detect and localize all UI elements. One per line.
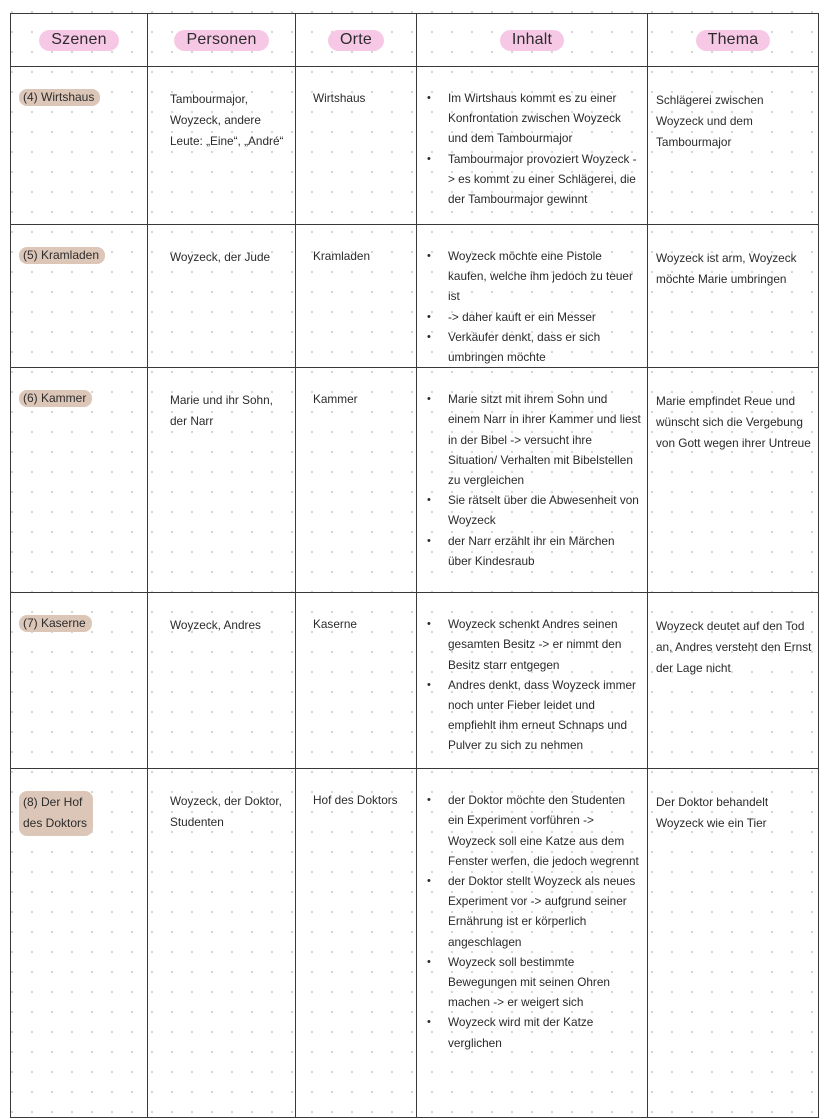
- header-inhalt: [417, 14, 648, 67]
- theme-cell: [648, 769, 819, 1118]
- header-szenen: [11, 14, 148, 67]
- theme-cell: [648, 225, 819, 368]
- header-row: [11, 14, 819, 67]
- place-cell: [296, 368, 417, 593]
- content-item: • der Doktor stellt Woyzeck als neues Experiment vor -> aufgrund seiner Ernährung ist er körperlich angeschlagen: [448, 871, 641, 952]
- persons-cell: [148, 225, 296, 368]
- persons-text: Woyzeck, der Jude: [170, 250, 271, 264]
- content-item: • Tambourmajor provoziert Woyzeck -> es kommt zu einer Schlägerei, die der Tambourmajor gewinnt: [448, 149, 641, 210]
- place-text: Kammer: [313, 392, 358, 407]
- header-orte-label: Orte: [328, 30, 384, 51]
- scene-cell: [11, 225, 148, 368]
- persons-text: Marie und ihr Sohn, der Narr: [170, 393, 273, 429]
- place-text: Hof des Doktors: [313, 793, 398, 808]
- header-szenen-label: Szenen: [39, 30, 118, 51]
- content-list: [417, 225, 647, 367]
- scene-cell: [11, 769, 148, 1118]
- content-item: • Im Wirtshaus kommt es zu einer Konfrontation zwischen Woyzeck und dem Tambourmajor: [448, 88, 641, 149]
- content-item: • Sie rätselt über die Abwesenheit von Woyzeck: [448, 490, 641, 530]
- scene-label: [19, 791, 93, 836]
- persons-cell: [148, 368, 296, 593]
- content-item: • Verkäufer denkt, dass er sich umbringen möchte: [448, 327, 641, 367]
- content-cell: [417, 769, 648, 1118]
- place-cell: [296, 225, 417, 368]
- content-list: [417, 368, 647, 571]
- table-row: [11, 593, 819, 769]
- theme-cell: [648, 593, 819, 769]
- content-item: • Woyzeck schenkt Andres seinen gesamten Besitz -> er nimmt den Besitz starr entgegen: [448, 614, 641, 675]
- theme-text: Marie empfindet Reue und wünscht sich die Vergebung von Gott wegen ihrer Untreue: [656, 394, 811, 451]
- content-list: [417, 769, 647, 1053]
- header-inhalt-label: Inhalt: [500, 30, 564, 51]
- theme-cell: [648, 368, 819, 593]
- scene-label: (7) Kaserne: [19, 615, 92, 632]
- table-row: [11, 368, 819, 593]
- theme-text: Woyzeck deutet auf den Tod an, Andres versteht den Ernst der Lage nicht: [656, 619, 812, 676]
- persons-text: Woyzeck, Andres: [170, 618, 261, 633]
- content-list: [417, 593, 647, 755]
- theme-cell: [648, 67, 819, 225]
- content-item: • Woyzeck möchte eine Pistole kaufen, welche ihm jedoch zu teuer ist: [448, 246, 641, 307]
- content-list: [417, 67, 647, 209]
- place-text: Wirtshaus: [313, 91, 366, 105]
- theme-text: Schlägerei zwischen Woyzeck und dem Tambourmajor: [656, 93, 764, 149]
- theme-text: Der Doktor behandelt Woyzeck wie ein Tier: [656, 795, 769, 831]
- persons-text: Woyzeck, der Doktor, Studenten: [170, 794, 282, 830]
- header-personen-label: Personen: [174, 30, 268, 51]
- header-thema: [648, 14, 819, 67]
- scene-cell: [11, 368, 148, 593]
- place-text: Kramladen: [313, 249, 371, 263]
- table-row: [11, 769, 819, 1118]
- table-row: [11, 225, 819, 368]
- theme-text: Woyzeck ist arm, Woyzeck möchte Marie umbringen: [656, 251, 797, 286]
- place-cell: [296, 593, 417, 769]
- content-item: • der Narr erzählt ihr ein Märchen über Kindesraub: [448, 531, 641, 571]
- scene-label: (5) Kramladen: [19, 247, 105, 264]
- scene-cell: [11, 67, 148, 225]
- place-text: Kaserne: [313, 617, 357, 632]
- place-cell: [296, 769, 417, 1118]
- scene-table: [10, 13, 819, 1118]
- scene-label-line-1: (8) Der Hof: [23, 795, 83, 810]
- header-personen: [148, 14, 296, 67]
- content-item: • -> daher kauft er ein Messer: [448, 307, 641, 327]
- content-item: • Andres denkt, dass Woyzeck immer noch unter Fieber leidet und empfiehlt ihm erneut Schnaps und Pulver zu sich zu nehmen: [448, 675, 641, 756]
- content-item: • Woyzeck wird mit der Katze verglichen: [448, 1012, 641, 1052]
- scene-label-line-2: des Doktors: [23, 816, 88, 831]
- place-cell: [296, 67, 417, 225]
- content-cell: [417, 593, 648, 769]
- content-item: • der Doktor möchte den Studenten ein Experiment vorführen -> Woyzeck soll eine Katze aus dem Fenster werfen, die jedoch wegrennt: [448, 790, 641, 871]
- persons-cell: [148, 769, 296, 1118]
- scene-label: (4) Wirtshaus: [19, 89, 100, 106]
- content-cell: [417, 225, 648, 368]
- content-cell: [417, 368, 648, 593]
- persons-cell: [148, 593, 296, 769]
- header-orte: [296, 14, 417, 67]
- header-thema-label: Thema: [696, 30, 771, 51]
- content-cell: [417, 67, 648, 225]
- persons-cell: [148, 67, 296, 225]
- persons-text: Tambourmajor, Woyzeck, andere Leute: „Eine“, „André“: [170, 92, 284, 148]
- content-item: • Woyzeck soll bestimmte Bewegungen mit seinen Ohren machen -> er weigert sich: [448, 952, 641, 1013]
- table-row: [11, 67, 819, 225]
- scene-label: (6) Kammer: [19, 390, 92, 407]
- content-item: • Marie sitzt mit ihrem Sohn und einem Narr in ihrer Kammer und liest in der Bibel -> versucht ihre Situation/ Verhalten mit Bibelstellen zu vergleichen: [448, 389, 641, 490]
- scene-cell: [11, 593, 148, 769]
